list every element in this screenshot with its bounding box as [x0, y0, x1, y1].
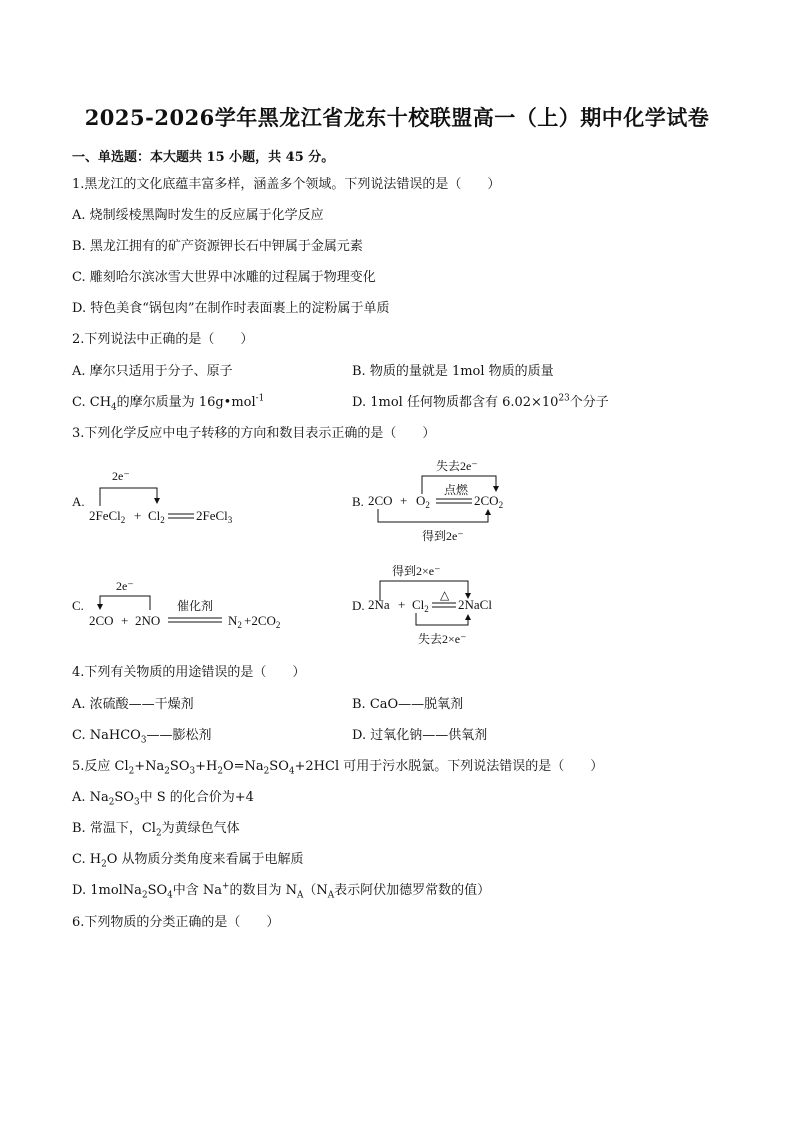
q2-option-b[interactable]: B. 物质的量就是 1mol 物质的质量	[352, 364, 554, 379]
q5-s4: 2	[217, 766, 223, 777]
q5-a-pre: A. Na	[72, 790, 109, 805]
q5-d-mid3: 的数目为 N	[229, 883, 297, 898]
q3-b-top-label: 失去2e⁻	[436, 459, 478, 473]
q4-option-a[interactable]: A. 浓硫酸——干燥剂	[72, 697, 194, 712]
q3-b-bottom-arrowhead	[485, 509, 491, 515]
q3-d-top-label: 得到2×e⁻	[392, 564, 441, 578]
q2-option-d[interactable]	[352, 394, 609, 412]
q1-option-c[interactable]: C. 雕刻哈尔滨冰雪大世界中冰雕的过程属于物理变化	[72, 270, 376, 285]
q5-a-s1: 2	[108, 797, 115, 808]
q2-d-post: 个分子	[569, 395, 609, 410]
q3-d-condition: △	[440, 588, 450, 602]
q5-s6: 4	[288, 766, 295, 777]
q3-c-lhs2: 2NO	[135, 613, 161, 628]
q5-d-s1: 2	[141, 890, 148, 901]
q4-c-post: ——膨松剂	[146, 728, 212, 743]
q3-c-label: C.	[72, 598, 84, 613]
q5-c-pre: C. H	[72, 852, 102, 867]
q3-d-equation	[352, 561, 552, 647]
q3-a-bracket	[100, 488, 157, 506]
q3-c-condition: 催化剂	[177, 599, 214, 613]
q3-stem: 3.下列化学反应中电子转移的方向和数目表示正确的是（ ）	[72, 426, 436, 441]
q2-c-mid: 的摩尔质量为 16g•mol	[116, 395, 256, 410]
q3-b-rhs: $2CO_2$	[474, 493, 504, 510]
q4-option-b[interactable]: B. CaO——脱氧剂	[352, 697, 464, 712]
q3-c-arrowhead	[97, 604, 103, 610]
q3-b-lhs1: 2CO	[368, 493, 393, 508]
q5-s1: 2	[128, 766, 135, 777]
q3-d-plus: +	[398, 597, 406, 612]
q4-c-sub: 3	[140, 735, 147, 746]
q5-s5: 2	[263, 766, 270, 777]
q4-c-pre: C. NaHCO	[72, 728, 141, 743]
q5-c-s: 2	[101, 859, 107, 870]
q3-option-a[interactable]	[72, 468, 272, 532]
q3-a-lhs1: 2FeCl$_2$	[89, 508, 126, 525]
q5-stem-7: +2HCl 可用于污水脱氯。下列说法错误的是（ ）	[294, 759, 604, 774]
q5-a-s2: 3	[133, 797, 140, 808]
q4-option-d[interactable]: D. 过氧化钠——供氧剂	[352, 728, 488, 743]
q5-stem-6: SO	[269, 759, 289, 774]
q5-stem-2: +Na	[134, 759, 165, 774]
q1-option-d[interactable]: D. 特色美食“锅包肉”在制作时表面裹上的淀粉属于单质	[72, 301, 390, 316]
q3-b-equation	[352, 458, 552, 544]
q3-a-equation	[72, 468, 272, 528]
q3-c-plus: +	[121, 613, 129, 628]
q2-d-pre: D. 1mol 任何物质都含有 6.02×10	[352, 395, 559, 410]
q3-a-transfer: 2e⁻	[112, 469, 130, 483]
q5-option-c[interactable]	[72, 851, 304, 869]
q3-b-plus: +	[400, 493, 408, 508]
q4-option-c[interactable]	[72, 727, 211, 745]
q5-d-pre: D. 1molNa	[72, 883, 142, 898]
q2-option-a[interactable]: A. 摩尔只适用于分子、原子	[72, 364, 233, 379]
q3-b-top-arrowhead	[493, 486, 499, 492]
q5-stem-1: 5.反应 Cl	[72, 759, 129, 774]
q3-a-label: A.	[72, 494, 85, 509]
q2-stem: 2.下列说法中正确的是（ ）	[72, 332, 254, 347]
q5-d-s4: A	[327, 890, 335, 901]
q3-b-lhs2: $O_2$	[416, 493, 430, 510]
q5-option-b[interactable]	[72, 820, 240, 838]
q3-b-condition: 点燃	[444, 483, 469, 497]
q5-stem	[72, 758, 603, 776]
q2-c-sub: 4	[111, 402, 117, 413]
q3-d-bottom-arrowhead	[465, 614, 471, 620]
q5-b-post: 为黄绿色气体	[161, 821, 240, 836]
q3-c-rhs1: $N_2$	[228, 613, 242, 630]
q5-s3: 3	[189, 766, 196, 777]
q5-b-pre: B. 常温下，Cl	[72, 821, 156, 836]
q1-option-a[interactable]: A. 烧制绥棱黑陶时发生的反应属于化学反应	[72, 208, 324, 223]
section-heading: 一、单选题：本大题共 15 小题，共 45 分。	[72, 150, 335, 165]
q1-option-b[interactable]: B. 黑龙江拥有的矿产资源钾长石中钾属于金属元素	[72, 239, 363, 254]
q3-a-lhs2: $Cl_2$	[148, 508, 165, 525]
q3-b-label: B.	[352, 494, 364, 509]
q5-stem-4: +H	[195, 759, 218, 774]
q4-stem: 4.下列有关物质的用途错误的是（ ）	[72, 665, 306, 680]
q5-a-post: 中 S 的化合价为+4	[139, 790, 254, 805]
q5-c-post: O 从物质分类角度来看属于电解质	[106, 852, 304, 867]
q3-d-lhs2: $Cl_2$	[412, 597, 429, 614]
q5-d-mid4: （N	[303, 883, 328, 898]
q5-d-s3: A	[296, 890, 304, 901]
q3-b-bottom-label: 得到2e⁻	[422, 529, 464, 543]
q3-d-label: D.	[352, 598, 365, 613]
q5-d-sup: +	[222, 881, 230, 892]
q3-c-transfer: 2e⁻	[116, 579, 134, 593]
q3-c-rhs2: $+2CO_2$	[244, 613, 281, 630]
q6-stem: 6.下列物质的分类正确的是（ ）	[72, 915, 280, 930]
q5-d-s2: 4	[167, 890, 173, 901]
q3-c-bracket	[100, 596, 150, 610]
page-title: 2025-2026学年黑龙江省龙东十校联盟高一（上）期中化学试卷	[84, 105, 710, 130]
q3-option-d[interactable]	[352, 561, 552, 651]
q5-d-mid: SO	[147, 883, 168, 898]
q5-stem-3: SO	[169, 759, 190, 774]
q2-c-sup: -1	[255, 393, 265, 404]
q5-s2: 2	[164, 766, 170, 777]
q1-stem: 1.黑龙江的文化底蕴丰富多样，涵盖多个领域。下列说法错误的是（ ）	[72, 177, 501, 192]
q3-a-arrowhead	[154, 498, 160, 504]
q3-d-rhs: 2NaCl	[458, 597, 492, 612]
q5-a-mid: SO	[114, 790, 134, 805]
q5-b-s: 2	[155, 828, 162, 839]
q5-d-post: 表示阿伏加德罗常数的值）	[334, 883, 491, 898]
q2-c-pre: C. CH	[72, 395, 112, 410]
q3-d-bottom-label: 失去2×e⁻	[418, 632, 467, 646]
q5-d-mid2: 中含 Na	[172, 883, 223, 898]
q5-stem-5: O=Na	[222, 759, 264, 774]
q3-d-bottom-bracket	[416, 613, 468, 625]
q5-option-d[interactable]	[72, 882, 490, 900]
q3-d-lhs1: 2Na	[368, 597, 390, 612]
q3-b-bottom-bracket	[378, 509, 488, 522]
q3-option-c[interactable]	[72, 578, 302, 634]
q2-option-c[interactable]	[72, 394, 264, 412]
q2-d-sup: 23	[558, 393, 570, 404]
q3-a-plus: +	[134, 508, 142, 523]
q3-c-lhs1: 2CO	[89, 613, 114, 628]
q3-option-b[interactable]	[352, 458, 552, 548]
q5-option-a[interactable]	[72, 789, 254, 807]
q3-a-rhs: 2FeCl$_3$	[196, 508, 233, 525]
q3-c-equation	[72, 578, 302, 630]
